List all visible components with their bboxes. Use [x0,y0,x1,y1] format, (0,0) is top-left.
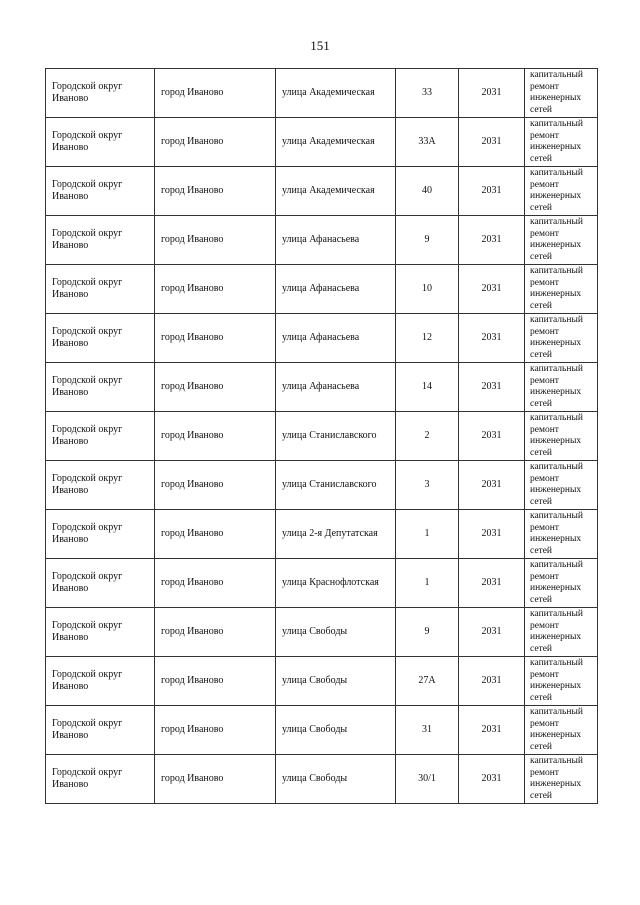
municipality-cell: Городской округ Иваново [46,706,155,755]
work-type-cell: капитальный ремонт инженерных сетей [525,314,598,363]
municipality-cell: Городской округ Иваново [46,755,155,804]
settlement-cell: город Иваново [155,608,276,657]
municipality-cell: Городской округ Иваново [46,461,155,510]
municipality-cell: Городской округ Иваново [46,216,155,265]
house-number-cell: 33 [396,69,459,118]
work-type-cell: капитальный ремонт инженерных сетей [525,216,598,265]
table-row [46,706,598,755]
house-number-cell: 9 [396,216,459,265]
municipality-cell: Городской округ Иваново [46,69,155,118]
settlement-cell: город Иваново [155,167,276,216]
year-cell: 2031 [459,118,525,167]
year-cell: 2031 [459,167,525,216]
municipality-cell: Городской округ Иваново [46,167,155,216]
street-cell: улица Станиславского [276,461,396,510]
house-number-cell: 10 [396,265,459,314]
year-cell: 2031 [459,363,525,412]
house-number-cell: 33А [396,118,459,167]
year-cell: 2031 [459,657,525,706]
house-number-cell: 14 [396,363,459,412]
page-number: 151 [310,38,330,53]
settlement-cell: город Иваново [155,363,276,412]
year-cell: 2031 [459,265,525,314]
settlement-cell: город Иваново [155,461,276,510]
municipality-cell: Городской округ Иваново [46,657,155,706]
street-cell: улица Краснофлотская [276,559,396,608]
work-type-cell: капитальный ремонт инженерных сетей [525,265,598,314]
house-number-cell: 40 [396,167,459,216]
street-cell: улица Академическая [276,118,396,167]
street-cell: улица Станиславского [276,412,396,461]
street-cell: улица Афанасьева [276,265,396,314]
housing-register-table [45,68,598,804]
year-cell: 2031 [459,216,525,265]
table-row [46,167,598,216]
street-cell: улица Афанасьева [276,314,396,363]
house-number-cell: 27А [396,657,459,706]
house-number-cell: 3 [396,461,459,510]
table-row [46,118,598,167]
municipality-cell: Городской округ Иваново [46,608,155,657]
settlement-cell: город Иваново [155,69,276,118]
table-row [46,608,598,657]
municipality-cell: Городской округ Иваново [46,314,155,363]
table-row [46,216,598,265]
table-body [46,69,598,804]
table-row [46,412,598,461]
settlement-cell: город Иваново [155,559,276,608]
street-cell: улица Свободы [276,706,396,755]
municipality-cell: Городской округ Иваново [46,118,155,167]
table-row [46,69,598,118]
year-cell: 2031 [459,510,525,559]
settlement-cell: город Иваново [155,657,276,706]
table-row [46,265,598,314]
street-cell: улица Академическая [276,167,396,216]
settlement-cell: город Иваново [155,755,276,804]
settlement-cell: город Иваново [155,510,276,559]
settlement-cell: город Иваново [155,706,276,755]
municipality-cell: Городской округ Иваново [46,363,155,412]
house-number-cell: 2 [396,412,459,461]
work-type-cell: капитальный ремонт инженерных сетей [525,657,598,706]
municipality-cell: Городской округ Иваново [46,510,155,559]
settlement-cell: город Иваново [155,412,276,461]
street-cell: улица Афанасьева [276,363,396,412]
settlement-cell: город Иваново [155,314,276,363]
house-number-cell: 12 [396,314,459,363]
year-cell: 2031 [459,755,525,804]
house-number-cell: 31 [396,706,459,755]
table-row [46,559,598,608]
settlement-cell: город Иваново [155,216,276,265]
municipality-cell: Городской округ Иваново [46,265,155,314]
house-number-cell: 1 [396,559,459,608]
year-cell: 2031 [459,608,525,657]
year-cell: 2031 [459,69,525,118]
table-row [46,657,598,706]
settlement-cell: город Иваново [155,118,276,167]
municipality-cell: Городской округ Иваново [46,412,155,461]
work-type-cell: капитальный ремонт инженерных сетей [525,510,598,559]
work-type-cell: капитальный ремонт инженерных сетей [525,559,598,608]
work-type-cell: капитальный ремонт инженерных сетей [525,755,598,804]
table-row [46,461,598,510]
table-row [46,510,598,559]
work-type-cell: капитальный ремонт инженерных сетей [525,608,598,657]
year-cell: 2031 [459,314,525,363]
street-cell: улица Свободы [276,657,396,706]
street-cell: улица Академическая [276,69,396,118]
house-number-cell: 1 [396,510,459,559]
municipality-cell: Городской округ Иваново [46,559,155,608]
year-cell: 2031 [459,706,525,755]
street-cell: улица Афанасьева [276,216,396,265]
house-number-cell: 30/1 [396,755,459,804]
street-cell: улица Свободы [276,755,396,804]
work-type-cell: капитальный ремонт инженерных сетей [525,363,598,412]
year-cell: 2031 [459,461,525,510]
street-cell: улица 2-я Депутатская [276,510,396,559]
work-type-cell: капитальный ремонт инженерных сетей [525,412,598,461]
work-type-cell: капитальный ремонт инженерных сетей [525,167,598,216]
table-row [46,363,598,412]
work-type-cell: капитальный ремонт инженерных сетей [525,118,598,167]
year-cell: 2031 [459,559,525,608]
work-type-cell: капитальный ремонт инженерных сетей [525,461,598,510]
table-row [46,314,598,363]
work-type-cell: капитальный ремонт инженерных сетей [525,69,598,118]
work-type-cell: капитальный ремонт инженерных сетей [525,706,598,755]
year-cell: 2031 [459,412,525,461]
table-row [46,755,598,804]
street-cell: улица Свободы [276,608,396,657]
settlement-cell: город Иваново [155,265,276,314]
house-number-cell: 9 [396,608,459,657]
